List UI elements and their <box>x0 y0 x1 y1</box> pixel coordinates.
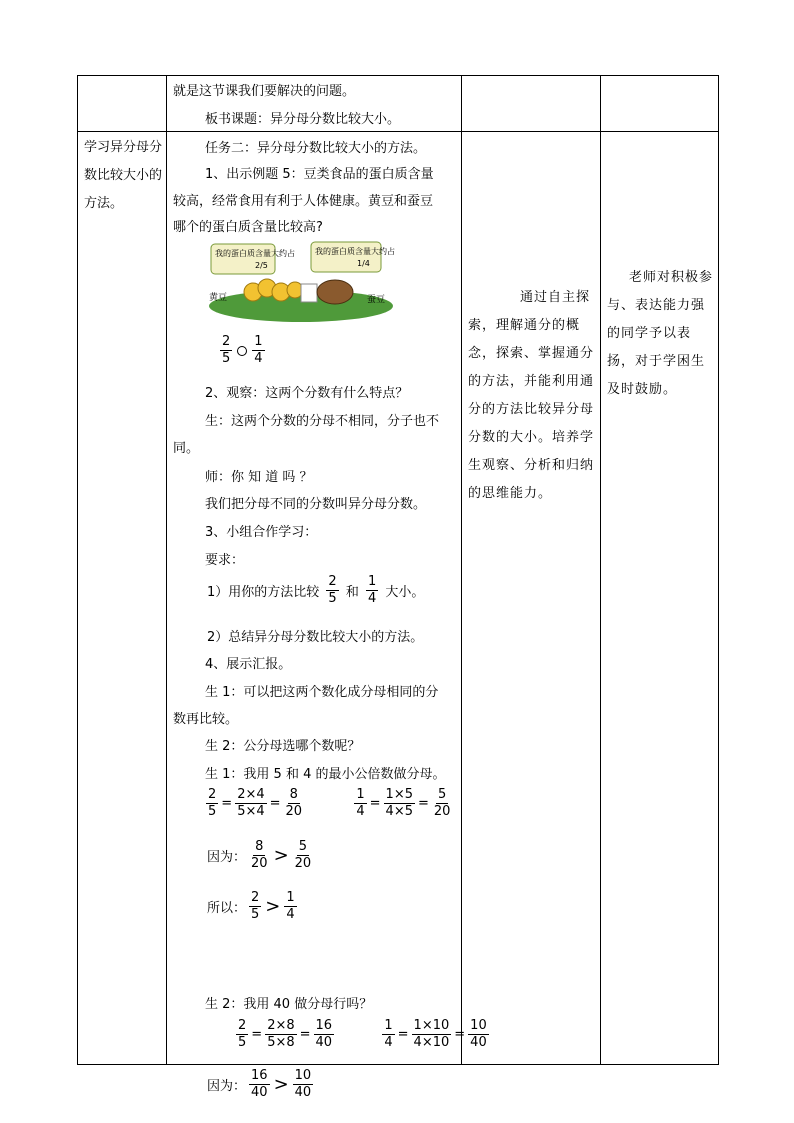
table-cell <box>601 76 719 132</box>
compare-circle <box>237 346 247 356</box>
student1-line: 生 1：可以把这两个数化成分母相同的分 <box>205 685 439 700</box>
label-soybean: 黄豆 <box>209 293 228 303</box>
row1-line2: 板书课题：异分母分数比较大小。 <box>205 112 401 127</box>
student-line: 同。 <box>173 441 200 456</box>
bubble-right-frac: 1/4 <box>357 259 370 268</box>
bubble-left-frac: 2/5 <box>255 261 268 270</box>
require-line: 要求： <box>205 553 245 568</box>
fraction: $\frac{1}{4}$ <box>286 890 295 922</box>
fraction: $\frac{1\times 10}{4\times 10}$ <box>413 1018 450 1050</box>
student1-line: 数再比较。 <box>173 712 239 727</box>
definition-line: 我们把分母不同的分数叫异分母分数。 <box>205 497 427 512</box>
broad-bean-character <box>317 280 353 304</box>
because-row-2: 因为： $\frac{16}{40}$ > $\frac{10}{40}$ <box>207 1068 312 1100</box>
table-cell <box>462 76 601 132</box>
fraction: $\frac{16}{40}$ <box>315 1018 333 1050</box>
fraction: $\frac{2}{5}$ <box>251 890 260 922</box>
fraction: $\frac{5}{20}$ <box>433 787 451 819</box>
fraction: $\frac{1}{4}$ <box>254 334 263 366</box>
teacher-line: 师：你 知 道 吗 ？ <box>205 470 313 485</box>
label-broad-bean: 蚕豆 <box>367 295 386 305</box>
requirement-2: 2）总结异分母分数比较大小的方法。 <box>207 630 424 645</box>
therefore-row: 所以： $\frac{2}{5}$ > $\frac{1}{4}$ <box>207 890 295 922</box>
table-cell <box>78 132 167 1065</box>
example-line: 哪个的蛋白质含量比较高? <box>173 220 323 235</box>
fraction: $\frac{10}{40}$ <box>294 1068 312 1100</box>
beans-illustration <box>207 240 395 322</box>
fraction: $\frac{2\times 8}{5\times 8}$ <box>267 1018 295 1050</box>
student2-forty: 生 2：我用 40 做分母行吗？ <box>205 997 373 1012</box>
evaluation-text: 老师对积极参与、表达能力强的同学予以表扬，对于学困生及时鼓励。 <box>607 270 714 397</box>
calc-row-1: $\frac{2}{5}$ = $\frac{2\times 4}{5\times 4}$ = $\frac{8}{20}$ $\frac{1}{4}$ = $\frac{1\times 5}{4\times 5}$ = $\frac{5}{20}$ <box>208 787 451 819</box>
because-row-1: 因为： $\frac{8}{20}$ > $\frac{5}{20}$ <box>207 839 312 871</box>
table-cell <box>167 76 462 132</box>
report-line: 4、展示汇报。 <box>205 657 292 672</box>
paper-sheet <box>301 284 317 302</box>
student1-lcm: 生 1：我用 5 和 4 的最小公倍数做分母。 <box>205 767 446 782</box>
fraction: $\frac{2}{5}$ <box>238 1018 247 1050</box>
student2-question: 生 2：公分母选哪个数呢？ <box>205 739 361 754</box>
fraction: $\frac{10}{40}$ <box>470 1018 487 1050</box>
example-line: 1、出示例题 5：豆类食品的蛋白质含量 <box>205 167 434 182</box>
fraction: $\frac{8}{20}$ <box>251 839 268 871</box>
calc-row-2: $\frac{2}{5}$ = $\frac{2\times 8}{5\times 8}$ = $\frac{16}{40}$ $\frac{1}{4}$ = $\frac{1\times 10}{4\times 10}$ = $\frac{10}{40}$ <box>238 1018 487 1050</box>
lesson-plan-table <box>77 75 719 1100</box>
row1-line1: 就是这节课我们要解决的问题。 <box>173 84 356 99</box>
table-row <box>78 132 719 1065</box>
fraction: $\frac{2}{5}$ <box>328 574 337 606</box>
fraction: $\frac{2\times 4}{5\times 4}$ <box>237 787 265 819</box>
table-cell <box>167 132 487 1100</box>
fraction: $\frac{8}{20}$ <box>285 787 303 819</box>
fraction: $\frac{1}{4}$ <box>368 574 377 606</box>
requirement-1: 1）用你的方法比较 $\frac{2}{5}$ 和 $\frac{1}{4}$ 大小。 <box>207 574 425 606</box>
group-line: 3、小组合作学习： <box>205 525 318 540</box>
fraction: $\frac{1}{4}$ <box>384 1018 393 1050</box>
table-row <box>78 76 719 132</box>
compare-fractions <box>219 334 266 367</box>
fraction: $\frac{2}{5}$ <box>222 334 231 366</box>
objective-text: 通过自主探索，理解通分的概念，探索、掌握通分的方法，并能利用通分的方法比较异分母分数的大小。培养学生观察、分析和归纳的思维能力。 <box>468 290 595 501</box>
table-cell <box>78 76 167 132</box>
student-line: 生：这两个分数的分母不相同，分子也不 <box>205 414 440 429</box>
table-cell <box>601 132 719 1065</box>
section-label: 学习异分母分数比较大小的方法。 <box>84 140 163 211</box>
example-line: 较高，经常食用有利于人体健康。黄豆和蚕豆 <box>173 194 434 209</box>
fraction: $\frac{1\times 5}{4\times 5}$ <box>385 787 413 819</box>
bubble-left-text: 我的蛋白质含量大约占 <box>215 249 295 258</box>
fraction: $\frac{5}{20}$ <box>294 839 312 871</box>
fraction: $\frac{1}{4}$ <box>356 787 365 819</box>
bubble-right-text: 我的蛋白质含量大约占 <box>315 247 395 256</box>
fraction: $\frac{16}{40}$ <box>251 1068 268 1100</box>
observe-line: 2、观察：这两个分数有什么特点？ <box>205 386 409 401</box>
table-cell <box>462 132 601 1065</box>
task-title: 任务二：异分母分数比较大小的方法。 <box>205 141 427 156</box>
fraction: $\frac{2}{5}$ <box>208 787 217 819</box>
